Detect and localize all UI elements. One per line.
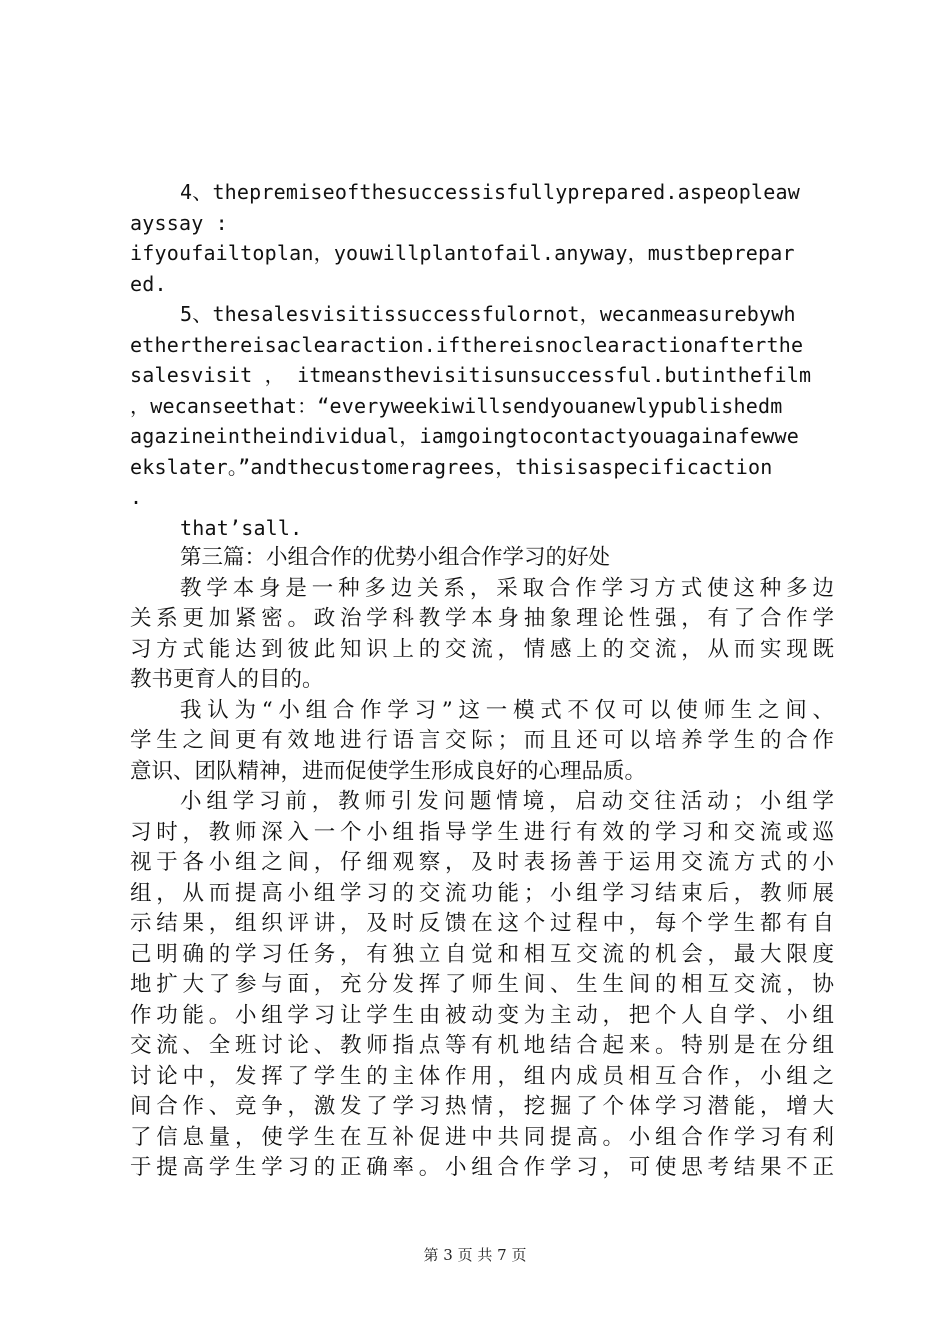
text-line: salesvisit ， itmeansthevisitisunsuccessful.butinthefilm: [130, 363, 812, 387]
text-line: 教书更育人的目的。: [130, 667, 324, 692]
text-line: ifyoufailtoplan，youwillplantofail.anyway，mustbeprepar: [130, 241, 795, 265]
text-line: ekslater。”andthecustomeragrees，thisisaspecificaction: [130, 454, 773, 479]
text-line: 地扩大了参与面，充分发挥了师生间、生生间的相互交流，协: [130, 972, 834, 997]
text-line: 学生之间更有效地进行语言交际；而且还可以培养学生的合作: [130, 728, 834, 753]
text-line: 于提高学生学习的正确率。小组合作学习，可使思考结果不正: [130, 1155, 834, 1180]
text-line: 5、thesalesvisitissuccessfulornot，wecanmeasurebywh: [180, 302, 796, 326]
text-line: 作功能。小组学习让学生由被动变为主动，把个人自学、小组: [130, 1002, 834, 1028]
page-footer: 第 3 页 共 7 页: [423, 1246, 527, 1264]
text-line: 关系更加紧密。政治学科教学本身抽象理论性强，有了合作学: [130, 606, 834, 631]
text-line: 教学本身是一种多边关系，采取合作学习方式使这种多边: [180, 575, 834, 601]
text-line: 己明确的学习任务，有独立自觉和相互交流的机会，最大限度: [130, 941, 834, 967]
text-line: 第三篇：小组合作的优势小组合作学习的好处: [180, 545, 611, 570]
text-line: 习方式能达到彼此知识上的交流，情感上的交流，从而实现既: [130, 636, 834, 662]
text-line: 小组学习前，教师引发问题情境，启动交往活动；小组学: [180, 789, 834, 814]
text-line: .: [130, 485, 143, 509]
text-line: 视于各小组之间，仔细观察，及时表扬善于运用交流方式的小: [130, 850, 834, 875]
text-line: 习时，教师深入一个小组指导学生进行有效的学习和交流或巡: [130, 819, 834, 845]
text-line: 交流、全班讨论、教师指点等有机地结合起来。特别是在分组: [130, 1033, 834, 1058]
text-line: 4、thepremiseofthesuccessisfullyprepared.aspeopleaw: [180, 180, 801, 204]
text-line: 示结果，组织评讲，及时反馈在这个过程中，每个学生都有自: [130, 911, 834, 936]
text-line: that’sall.: [180, 515, 303, 540]
text-line: ayssay :: [130, 210, 228, 235]
text-line: 讨论中，发挥了学生的主体作用，组内成员相互合作，小组之: [130, 1063, 834, 1089]
text-line: 意识、团队精神，进而促使学生形成良好的心理品质。: [130, 758, 647, 784]
text-line: 我认为“小组合作学习”这一模式不仅可以使师生之间、: [180, 697, 834, 723]
text-line: ，wecanseethat：“everyweekiwillsendyouanewlypublishedm: [130, 393, 783, 418]
text-line: agazineintheindividual，iamgoingtocontactyouagainafewwe: [130, 424, 799, 448]
text-line: etherthereisaclearaction.ifthereisnoclearactionafterthe: [130, 332, 804, 357]
document-body: [130, 177, 834, 1184]
text-line: 了信息量，使学生在互补促进中共同提高。小组合作学习有利: [130, 1124, 834, 1150]
text-line: ed.: [130, 271, 167, 296]
text-line: 间合作、竞争，激发了学习热情，挖掘了个体学习潜能，增大: [130, 1094, 834, 1119]
text-line: 组，从而提高小组学习的交流功能；小组学习结束后，教师展: [130, 880, 834, 906]
